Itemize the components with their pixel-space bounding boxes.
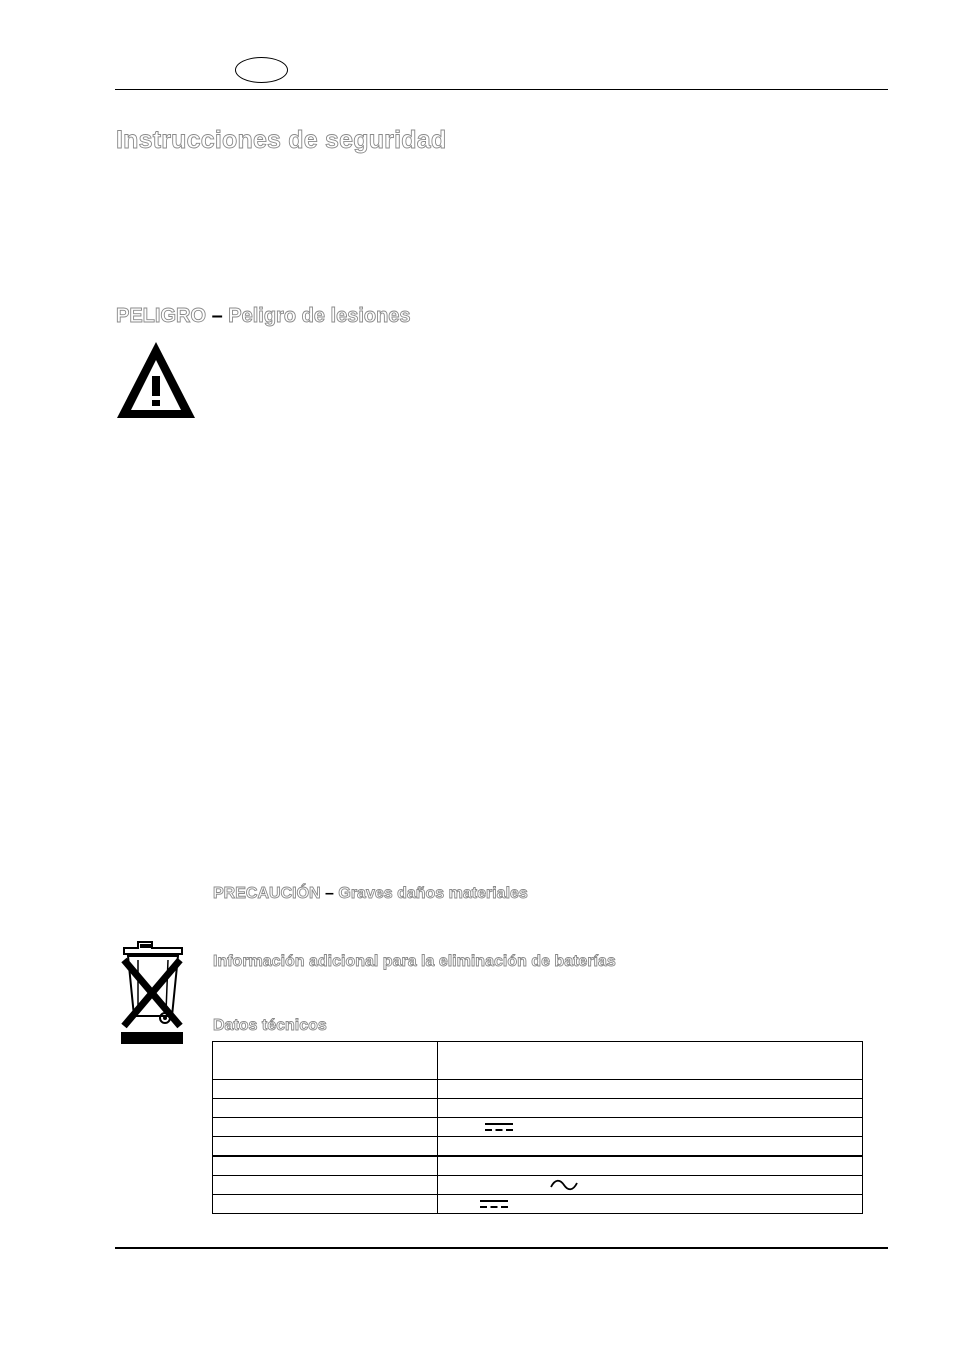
table-row [213,1156,863,1176]
table-cell-label [213,1195,438,1214]
table-cell-label [213,1137,438,1157]
danger-heading-word: PELIGRO [116,305,207,327]
table-row [213,1042,863,1080]
footer-rule [115,1247,888,1249]
language-badge [235,57,288,83]
table-row [213,1099,863,1118]
danger-heading [116,305,411,328]
table-cell-value [438,1156,863,1176]
table-cell-label [213,1080,438,1099]
battery-disposal-heading: Información adicional para la eliminación de baterías [213,953,616,970]
danger-heading-dash: – [211,305,223,327]
table-cell-label [213,1156,438,1176]
table-cell-value [438,1099,863,1118]
table-cell-label [213,1042,438,1080]
table-cell-value [438,1118,863,1137]
dc-symbol-icon [485,1122,513,1132]
table-cell-value [438,1137,863,1157]
caution-heading-dash: – [325,885,334,902]
table-cell-value [438,1195,863,1214]
table-cell-value [438,1176,863,1195]
warning-triangle-icon [115,340,197,420]
table-cell-label [213,1099,438,1118]
table-row [213,1195,863,1214]
dc-symbol-icon [480,1199,508,1209]
table-row [213,1137,863,1157]
table-cell-value [438,1042,863,1080]
table-cell-label [213,1176,438,1195]
table-cell-label [213,1118,438,1137]
table-row [213,1080,863,1099]
caution-heading [213,885,528,903]
table-cell-value [438,1080,863,1099]
technical-data-table [212,1041,863,1214]
crossed-out-wheelie-bin-icon [118,938,186,1046]
header-rule [115,89,888,90]
ac-symbol-icon [550,1178,578,1192]
table-row [213,1176,863,1195]
technical-data-heading: Datos técnicos [213,1017,327,1034]
table-row [213,1118,863,1137]
caution-heading-word: PRECAUCIÓN [213,885,321,902]
danger-heading-rest: Peligro de lesiones [228,305,411,327]
caution-heading-rest: Graves daños materiales [338,885,528,902]
page-title: Instrucciones de seguridad [116,126,447,154]
